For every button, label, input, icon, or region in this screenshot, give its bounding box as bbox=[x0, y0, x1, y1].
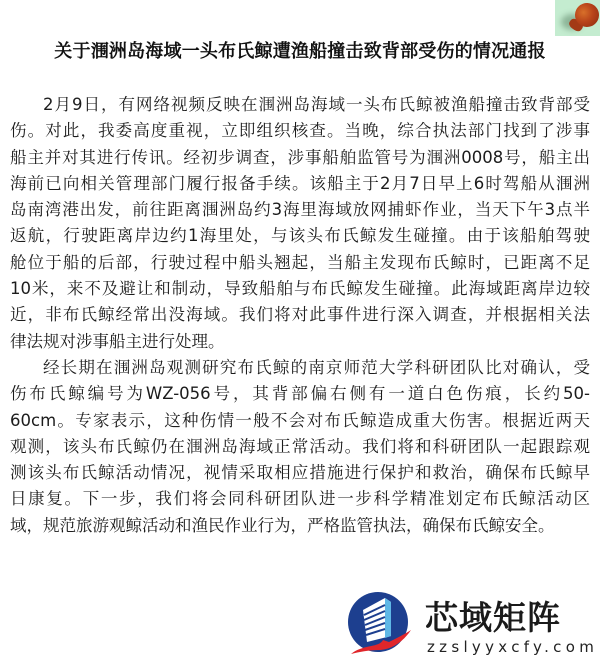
paragraph-line: 伤布氏鲸编号为WZ-056号，其背部偏右侧有一道白色伤痕，长约50- bbox=[10, 384, 590, 404]
paragraph-2 bbox=[10, 355, 590, 539]
paragraph-line: 律法规对涉事船主进行处理。 bbox=[10, 331, 225, 351]
paragraph-line: 经长期在涠洲岛观测研究布氏鲸的南京师范大学科研团队比对确认，受 bbox=[43, 357, 590, 377]
paragraph-line: 舱位于船的后部，行驶过程中船头翘起，当船主发现布氏鲸时，已距离不足 bbox=[10, 252, 590, 272]
paragraph-line: 2月9日，有网络视频反映在涠洲岛海域一头布氏鲸被渔船撞击致背部受 bbox=[43, 95, 590, 114]
paragraph-line: 测该头布氏鲸活动情况，视情采取相应措施进行保护和救治，确保布氏鲸早 bbox=[10, 463, 590, 483]
building-logo-icon bbox=[345, 588, 415, 664]
paragraph-line: 岛南湾港出发，前往距离涠洲岛约3海里海域放网捕虾作业，当天下午3点半 bbox=[10, 200, 590, 220]
paragraph-line: 60cm。专家表示，这种伤情一般不会对布氏鲸造成重大伤害。根据近两天 bbox=[10, 410, 590, 430]
pushpin-icon bbox=[555, 0, 600, 36]
document-title: 关于涠洲岛海域一头布氏鲸遭渔船撞击致背部受伤的情况通报 bbox=[54, 41, 546, 62]
paragraph-line: 船主并对其进行传讯。经初步调查，涉事船舶监管号为涠洲0008号，船主出 bbox=[10, 147, 590, 167]
paragraph-line: 域，规范旅游观鲸活动和渔民作业行为，严格监管执法，确保布氏鲸安全。 bbox=[10, 515, 555, 535]
paragraph-line: 日康复。下一步，我们将会同科研团队进一步科学精准划定布氏鲸活动区 bbox=[10, 489, 590, 509]
paragraph-1 bbox=[10, 92, 590, 355]
paragraph-line: 近，非布氏鲸经常出没海域。我们将对此事件进行深入调查，并根据相关法 bbox=[10, 305, 590, 325]
document-body bbox=[10, 92, 590, 539]
paragraph-line: 返航，行驶距离岸边约1海里处，与该头布氏鲸发生碰撞。由于该船舶驾驶 bbox=[10, 226, 590, 246]
paragraph-line: 观测，该头布氏鲸仍在涠洲岛海域正常活动。我们将和科研团队一起跟踪观 bbox=[10, 436, 590, 456]
paragraph-line: 海前已向相关管理部门履行报备手续。该船主于2月7日早上6时驾船从涠洲 bbox=[10, 173, 590, 193]
paragraph-line: 伤。对此，我委高度重视，立即组织核查。当晚，综合执法部门找到了涉事 bbox=[10, 121, 590, 141]
paragraph-line: 10米，来不及避让和制动，导致船舶与布氏鲸发生碰撞。此海域距离岸边较 bbox=[10, 279, 590, 299]
brand-url: zzslyyxcfy.com bbox=[427, 638, 599, 656]
brand-name: 芯域矩阵 bbox=[425, 598, 561, 637]
watermark-logo bbox=[345, 588, 599, 664]
